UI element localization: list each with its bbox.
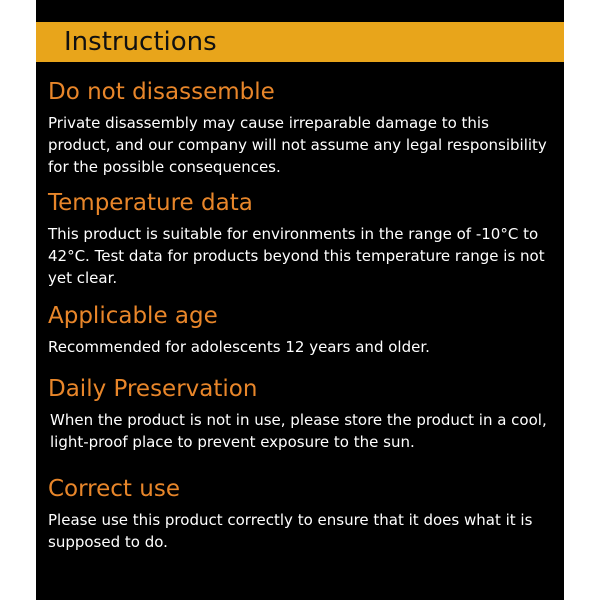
section-correct-use bbox=[48, 475, 552, 553]
section-body: Please use this product correctly to ensure that it does what it is supposed to do. bbox=[48, 511, 533, 551]
section-heading: Do not disassemble bbox=[48, 79, 275, 105]
section-heading: Temperature data bbox=[48, 190, 253, 216]
section-body: Recommended for adolescents 12 years and older. bbox=[48, 338, 430, 356]
section-do-not-disassemble bbox=[48, 78, 552, 178]
section-body: Private disassembly may cause irreparable damage to this product, and our company will not assume any legal responsibility for the possible consequences. bbox=[48, 114, 547, 176]
instructions-panel bbox=[36, 0, 564, 600]
section-temperature-data bbox=[48, 189, 552, 289]
section-body: This product is suitable for environments in the range of -10°C to 42°C. Test data for products beyond this temperature range is not yet clear. bbox=[48, 225, 545, 287]
section-applicable-age bbox=[48, 302, 552, 358]
section-body: When the product is not in use, please store the product in a cool, light-proof place to prevent exposure to the sun. bbox=[50, 411, 547, 451]
page-title: Instructions bbox=[64, 27, 217, 57]
header-bar bbox=[36, 22, 564, 62]
section-heading: Daily Preservation bbox=[48, 376, 258, 402]
section-heading: Correct use bbox=[48, 476, 180, 502]
section-heading: Applicable age bbox=[48, 303, 218, 329]
section-daily-preservation bbox=[48, 375, 552, 453]
